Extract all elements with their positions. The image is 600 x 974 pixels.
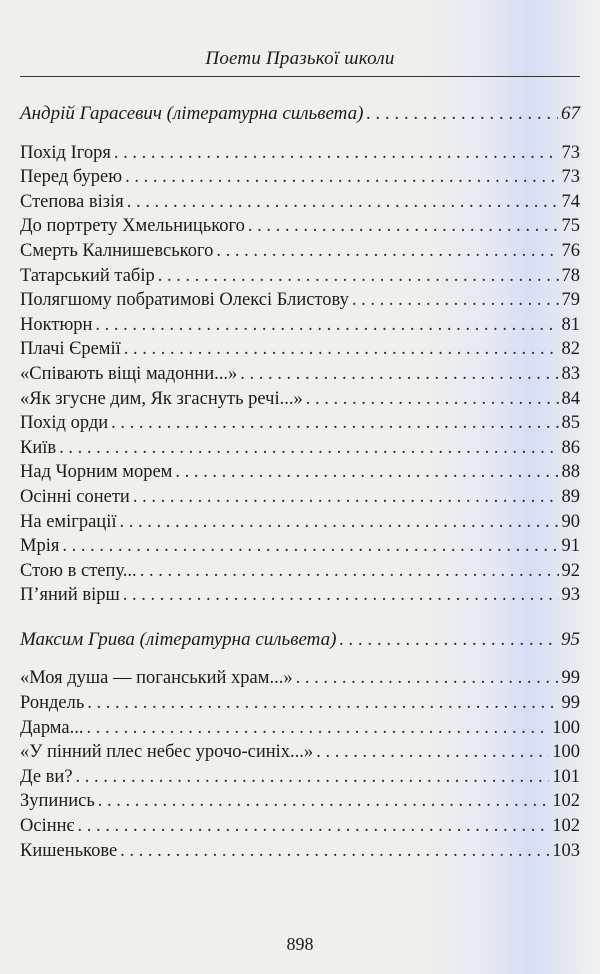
toc-entry[interactable] [20,691,580,716]
dot-leader [140,559,559,584]
entry-title: Плачі Єремії [20,339,121,360]
entry-title: Рондель [20,693,85,714]
toc-entry[interactable] [20,485,580,510]
toc-entry[interactable] [20,337,580,362]
dot-leader [175,460,558,485]
toc-entry[interactable] [20,165,580,190]
entry-title: Смерть Калнишевського [20,240,214,261]
section-title: Максим Грива (літературна сильвета) [20,628,337,650]
entry-page: 88 [561,462,580,483]
toc-entry[interactable] [20,190,580,215]
entry-title: Зупинись [20,791,95,812]
entry-title: Кишенькове [20,840,118,861]
entry-title: Татарський табір [20,265,155,286]
dot-leader [216,239,558,264]
toc-entry[interactable] [20,411,580,436]
entry-title: «У пінний плес небес урочо-синіх...» [20,742,314,763]
entry-title: Полягшому побратимові Олексі Блистову [20,290,349,311]
dot-leader [339,628,558,653]
dot-leader [86,716,549,741]
dot-leader [158,264,559,289]
entry-title: Похід орди [20,413,109,434]
dot-leader [240,362,558,387]
entry-page: 79 [561,290,580,311]
entry-page: 73 [561,167,580,188]
dot-leader [62,534,558,559]
entry-page: 102 [552,816,580,837]
entry-title: Мрія [20,536,60,557]
toc-entry[interactable] [20,436,580,461]
entry-title: Перед бурею [20,167,123,188]
toc-section-heading[interactable] [20,628,580,653]
entry-page: 76 [561,240,580,261]
toc-entry[interactable] [20,814,580,839]
dot-leader [123,583,559,608]
toc-entry[interactable] [20,288,580,313]
toc-entry[interactable] [20,214,580,239]
entry-page: 90 [561,511,580,532]
entry-title: Над Чорним морем [20,462,173,483]
entry-page: 100 [552,717,580,738]
section-page: 67 [561,103,580,124]
entry-page: 86 [561,437,580,458]
dot-leader [95,313,558,338]
entry-title: Осіннє [20,816,75,837]
entry-page: 82 [561,339,580,360]
entry-title: Дарма... [20,717,84,738]
section-spacer [20,608,580,628]
entry-title: До портрету Хмельницького [20,216,245,237]
entry-page: 75 [561,216,580,237]
dot-leader [76,765,550,790]
entry-page: 74 [561,191,580,212]
toc-entry[interactable] [20,387,580,412]
dot-leader [306,387,559,412]
entry-page: 81 [561,314,580,335]
toc-entry[interactable] [20,839,580,864]
entry-page: 102 [552,791,580,812]
header-rule [20,76,580,77]
toc-entry[interactable] [20,313,580,338]
entry-title: Де ви? [20,766,73,787]
toc-entry[interactable] [20,239,580,264]
entry-page: 100 [552,742,580,763]
running-header: Поети Празької школи [205,48,395,69]
toc-entry[interactable] [20,789,580,814]
dot-leader [59,436,558,461]
entry-page: 91 [561,536,580,557]
dot-leader [98,789,549,814]
entry-title: Похід Ігоря [20,142,111,163]
section-page: 95 [561,628,580,650]
toc-entry[interactable] [20,460,580,485]
entry-title: П’яний вірш [20,585,120,606]
dot-leader [125,165,558,190]
toc-entry[interactable] [20,765,580,790]
entry-page: 83 [561,363,580,384]
entry-title: Київ [20,437,57,458]
dot-leader [120,839,549,864]
dot-leader [124,337,559,362]
entry-page: 99 [561,693,580,714]
dot-leader [248,214,559,239]
entry-page: 85 [561,413,580,434]
entry-page: 93 [561,585,580,606]
entry-page: 73 [561,142,580,163]
dot-leader [119,510,558,535]
entry-page: 101 [552,766,580,787]
dot-leader [352,288,559,313]
entry-page: 89 [561,486,580,507]
toc-entry[interactable] [20,141,580,166]
toc-entry[interactable] [20,264,580,289]
dot-leader [296,666,559,691]
dot-leader [87,691,558,716]
dot-leader [127,190,559,215]
table-of-contents [20,102,580,863]
entry-title: Стою в степу... [20,560,137,581]
dot-leader [366,102,558,127]
dot-leader [77,814,549,839]
toc-section-heading[interactable] [20,102,580,127]
dot-leader [133,485,559,510]
toc-entry[interactable] [20,716,580,741]
toc-entry[interactable] [20,534,580,559]
entry-page: 92 [561,560,580,581]
entry-page: 78 [561,265,580,286]
entry-title: Осінні сонети [20,486,130,507]
dot-leader [316,740,549,765]
entry-title: «Моя душа — поганський храм...» [20,668,293,689]
toc-entry[interactable] [20,740,580,765]
dot-leader [114,141,559,166]
entry-page: 99 [561,668,580,689]
entry-page: 84 [561,388,580,409]
entry-title: Ноктюрн [20,314,93,335]
entry-title: «Співають віщі мадонни...» [20,363,238,384]
page-number: 898 [286,934,314,954]
toc-entry[interactable] [20,510,580,535]
toc-entry[interactable] [20,583,580,608]
entry-title: «Як згусне дим, Як згаснуть речі...» [20,388,303,409]
dot-leader [111,411,558,436]
section-title: Андрій Гарасевич (літературна сильвета) [20,103,364,124]
toc-entry[interactable] [20,559,580,584]
toc-entry[interactable] [20,362,580,387]
entry-title: На еміграції [20,511,117,532]
entry-page: 103 [552,840,580,861]
toc-entry[interactable] [20,666,580,691]
entry-title: Степова візія [20,191,124,212]
